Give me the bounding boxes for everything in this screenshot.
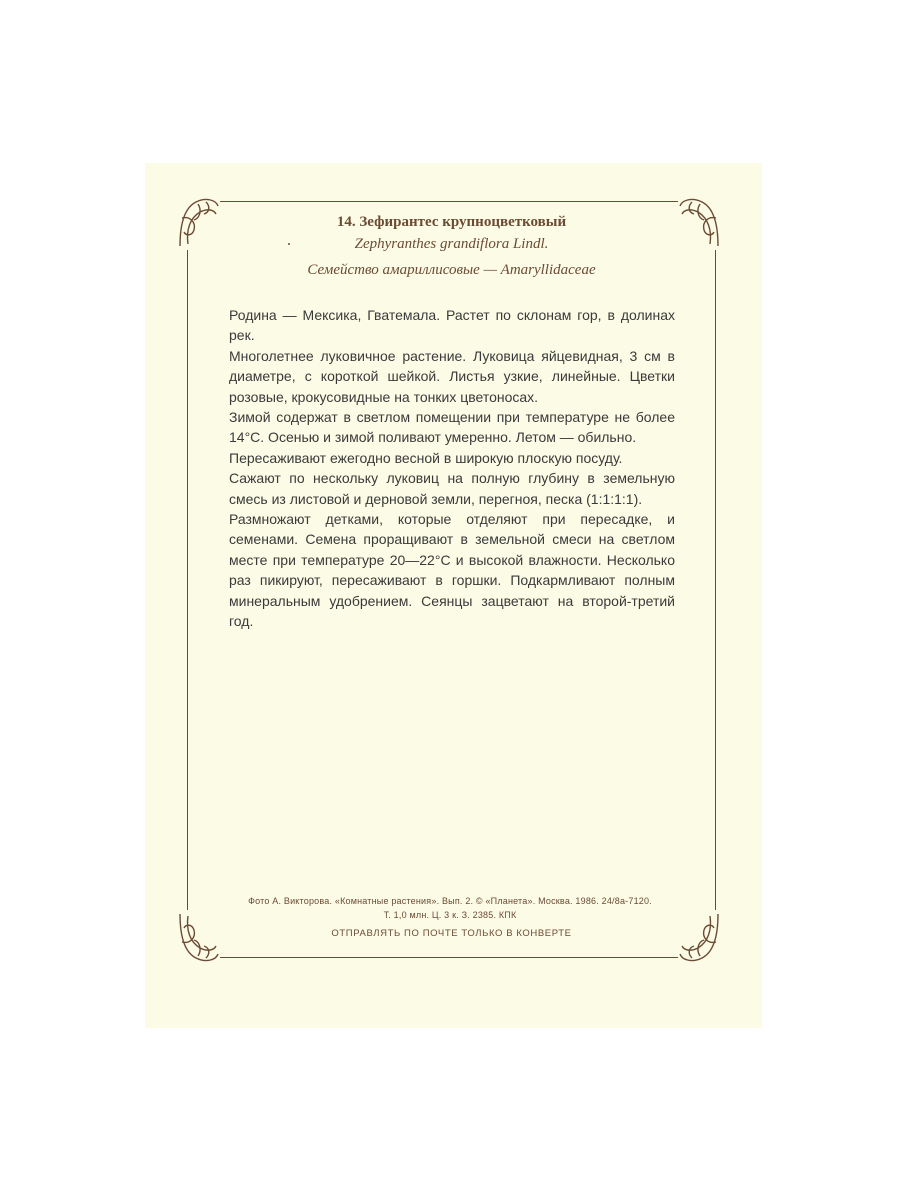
plant-family: Семейство амариллисовые — Amaryllidaceae	[307, 262, 596, 278]
mailing-notice: ОТПРАВЛЯТЬ ПО ПОЧТЕ ТОЛЬКО В КОНВЕРТЕ	[331, 928, 572, 939]
publication-credits	[198, 894, 702, 922]
credits-line-2: Т. 1,0 млн. Ц. 3 к. З. 2385. КПК	[383, 910, 517, 920]
paragraph-origin: Родина — Мексика, Гватемала. Растет по склонам гор, в долинах рек.	[229, 307, 675, 344]
latin-name: Zephyranthes grandiflora Lindl.	[354, 236, 549, 252]
plant-title: 14. Зефирантес крупноцветковый	[336, 214, 567, 230]
paragraph-planting: Сажают по нескольку луковиц на полную глубину в земельную смесь из листовой и дерновой земли, перегноя, песка (1:1:1:1).	[229, 470, 675, 507]
paragraph-care: Зимой содержат в светлом помещении при температуре не более 14°С. Осенью и зимой поливают умеренно. Летом — обильно.	[229, 409, 675, 446]
paragraph-propagation: Размножают детками, которые отделяют при пересадке, и семенами. Семена проращивают в земельной смеси на светлом месте при температуре 20—22°С и высокой влажности. Несколько раз пикируют, пересаживают в горшки. Подкармливают полным минеральным удобрением. Сеянцы зацветают на второй-третий год.	[229, 511, 675, 630]
paragraph-description: Многолетнее луковичное растение. Луковица яйцевидная, 3 см в диаметре, с короткой шейкой. Листья узкие, линейные. Цветки розовые, крокусовидные на тонких цветоносах.	[229, 347, 675, 405]
description-text	[229, 305, 675, 632]
paragraph-repotting: Пересаживают ежегодно весной в широкую плоскую посуду.	[229, 449, 623, 466]
credits-line-1: Фото А. Викторова. «Комнатные растения». Вып. 2. © «Планета». Москва. 1986. 24/8а-7120.	[248, 896, 652, 906]
